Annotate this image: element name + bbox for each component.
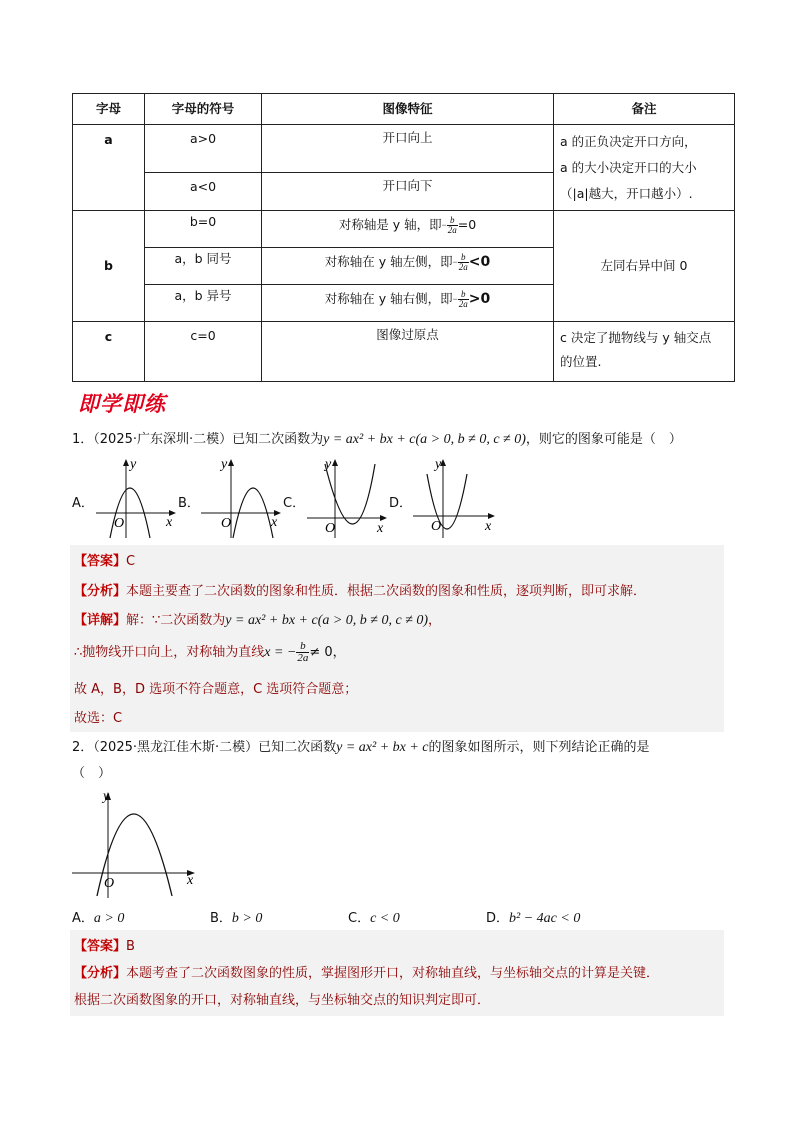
question-1-stem-text: 1．（2025·广东深圳·二模）已知二次函数为 — [72, 432, 324, 447]
option-b-label[interactable]: B． — [178, 496, 200, 511]
question-2-formula: y = ax² + bx + c — [336, 740, 429, 755]
table-header-row — [73, 94, 735, 125]
origin-label: O — [221, 516, 232, 531]
feature-axis-right — [262, 285, 554, 322]
question-2-solution — [70, 930, 724, 1016]
detail-line: 【详解】解：∵二次函数为y = ax² + bx + c(a > 0, b ≠ 0, c ≠ 0)， — [74, 613, 442, 628]
sign-c-zero: c=0 — [145, 322, 262, 382]
letter-a: a — [73, 125, 145, 211]
analysis-line: 根据二次函数图象的开口，对称轴直线，与坐标轴交点的知识判定即可． — [74, 993, 491, 1008]
origin-label: O — [431, 519, 442, 534]
sign-b-zero: b=0 — [145, 211, 262, 248]
sign-a-negative: a<0 — [145, 173, 262, 211]
fraction: − — [452, 257, 458, 267]
y-axis-label: y — [221, 457, 228, 472]
fraction: $\frac{b}{2a}$ — [458, 252, 468, 272]
feature-prefix: 对称轴是 y 轴，即 — [338, 217, 442, 232]
option-d-graph[interactable] — [411, 456, 497, 540]
feature-through-origin: 图像过原点 — [262, 322, 554, 382]
choice-c[interactable]: C．c < 0 — [348, 911, 400, 926]
detail-line: ∴抛物线开口向上，对称轴为直线x = − $\frac{b}{2a}$ ≠ 0， — [74, 640, 346, 664]
header-feature: 图像特征 — [262, 94, 554, 125]
feature-suffix: =0 — [457, 217, 477, 232]
fraction: − — [452, 294, 458, 304]
feature-prefix: 对称轴在 y 轴左侧，即 — [324, 254, 453, 269]
choice-a[interactable]: A．a > 0 — [72, 911, 125, 926]
x-axis-label: x — [187, 873, 194, 888]
question-2-stem-text: 2．（2025·黑龙江佳木斯·二模）已知二次函数 — [72, 740, 337, 755]
option-d-label[interactable]: D． — [389, 496, 413, 511]
fraction: − — [441, 220, 447, 230]
note-a-line: a 的大小决定开口的大小 — [560, 160, 697, 175]
y-axis-label: y — [130, 457, 137, 472]
letter-b: b — [73, 211, 145, 322]
header-sign: 字母的符号 — [145, 94, 262, 125]
table-row — [73, 211, 735, 248]
x-axis-label: x — [271, 515, 278, 530]
origin-label: O — [104, 876, 115, 891]
table-row — [73, 322, 735, 382]
fraction: $\frac{b}{2a}$ — [458, 289, 468, 309]
y-axis-label: y — [103, 789, 110, 804]
feature-opens-down: 开口向下 — [262, 173, 554, 211]
choice-d[interactable]: D．b² − 4ac < 0 — [486, 911, 581, 926]
analysis-line: 【分析】本题主要查了二次函数的图象和性质．根据二次函数的图象和性质，逐项判断，即可求解． — [74, 584, 647, 599]
detail-line: 故 A，B，D 选项不符合题意，C 选项符合题意； — [74, 682, 358, 697]
note-c — [554, 322, 735, 382]
header-note: 备注 — [554, 94, 735, 125]
y-axis-label: y — [435, 457, 442, 472]
question-2-paren: （ ） — [72, 766, 112, 781]
option-a-graph[interactable] — [94, 456, 178, 540]
feature-suffix: >0 — [468, 291, 491, 307]
origin-label: O — [114, 516, 125, 531]
question-1-solution — [70, 545, 724, 732]
answer-value: B — [126, 939, 135, 954]
y-axis-label: y — [325, 457, 332, 472]
feature-axis-left — [262, 248, 554, 285]
option-c-graph[interactable] — [305, 456, 389, 540]
detail-line: 故选：C — [74, 711, 123, 726]
note-a — [554, 125, 735, 211]
answer-value: C — [126, 554, 136, 569]
fraction: $\frac{b}{2a}$ — [447, 215, 457, 235]
letter-c: c — [73, 322, 145, 382]
origin-label: O — [325, 521, 336, 536]
table-row — [73, 125, 735, 173]
feature-prefix: 对称轴在 y 轴右侧，即 — [324, 291, 453, 306]
question-2-graph — [70, 788, 200, 900]
answer-line: 【答案】C — [74, 554, 136, 569]
choice-b[interactable]: B．b > 0 — [210, 911, 263, 926]
question-2-stem — [72, 736, 650, 756]
note-a-line: （|a|越大，开口越小）. — [560, 186, 693, 201]
analysis-line: 【分析】本题考查了二次函数图象的性质，掌握图形开口，对称轴直线，与坐标轴交点的计算是关键． — [74, 966, 660, 981]
note-b: 左同右异中间 0 — [554, 211, 735, 322]
header-letter: 字母 — [73, 94, 145, 125]
x-axis-label: x — [377, 521, 384, 536]
option-c-label[interactable]: C． — [283, 496, 306, 511]
question-2-stem-tail: 的图象如图所示，则下列结论正确的是 — [428, 740, 650, 755]
section-heading: 即学即练 — [78, 392, 166, 416]
option-a-label[interactable]: A． — [72, 496, 94, 511]
properties-table — [72, 93, 735, 382]
question-1-formula: y = ax² + bx + c(a > 0, b ≠ 0, c ≠ 0) — [323, 432, 526, 447]
answer-line: 【答案】B — [74, 939, 135, 954]
feature-opens-up: 开口向上 — [262, 125, 554, 173]
question-1-stem — [72, 428, 682, 448]
note-c-line: 的位置. — [560, 354, 602, 369]
x-axis-label: x — [166, 515, 173, 530]
question-1-stem-tail: ，则它的图象可能是（ ） — [525, 432, 682, 447]
option-b-graph[interactable] — [199, 456, 283, 540]
note-c-line: c 决定了抛物线与 y 轴交点 — [560, 330, 712, 345]
sign-a-positive: a>0 — [145, 125, 262, 173]
sign-b-different: a，b 异号 — [145, 285, 262, 322]
feature-axis-on-y — [262, 211, 554, 248]
note-a-line: a 的正负决定开口方向， — [560, 134, 697, 149]
x-axis-label: x — [485, 519, 492, 534]
sign-b-same: a，b 同号 — [145, 248, 262, 285]
feature-suffix: <0 — [468, 254, 491, 270]
